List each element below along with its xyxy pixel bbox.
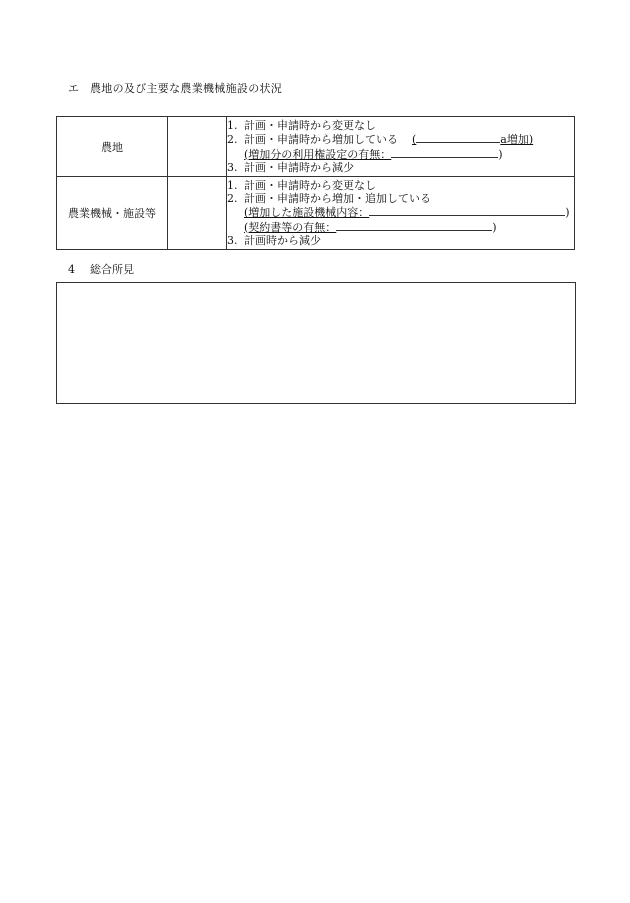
- section-title-text: 農地の及び主要な農業機械施設の状況: [90, 82, 283, 95]
- overall-title-text: 総合所見: [90, 263, 134, 276]
- lease-setting-field[interactable]: (増加分の利用権設定の有無： ): [244, 147, 503, 161]
- area-unit-label: a増加): [500, 133, 534, 147]
- section-title: [68, 80, 282, 96]
- area-increase-field[interactable]: [416, 132, 500, 143]
- input-cell-machinery[interactable]: [168, 177, 227, 250]
- input-cell-farmland[interactable]: [168, 117, 227, 177]
- option-decreased[interactable]: 3. 計画時から減少: [227, 233, 321, 247]
- status-table: [56, 116, 575, 250]
- area-open-paren: (: [412, 133, 417, 147]
- table-row-machinery: [57, 177, 575, 250]
- option-unchanged[interactable]: 1. 計画・申請時から変更なし: [227, 178, 376, 192]
- overall-number: 4: [68, 263, 75, 276]
- option-increased[interactable]: 2. 計画・申請時から増加している ( a増加): [227, 133, 534, 147]
- category-farmland: 農地: [57, 117, 168, 177]
- overall-title: [68, 261, 134, 277]
- option-unchanged[interactable]: 1. 計画・申請時から変更なし: [227, 119, 376, 133]
- added-equipment-field[interactable]: (増加した施設機械内容： ): [244, 206, 570, 220]
- table-row-farmland: [57, 117, 575, 177]
- overall-comments-box[interactable]: [56, 282, 576, 404]
- option-decreased[interactable]: 3. 計画・申請時から減少: [227, 160, 354, 174]
- category-machinery: 農業機械・施設等: [57, 177, 168, 250]
- contract-field[interactable]: (契約書等の有無： ): [244, 220, 497, 234]
- section-marker: エ: [68, 82, 80, 95]
- option-increased-added[interactable]: 2. 計画・申請時から増加・追加している: [227, 192, 431, 206]
- options-farmland: [227, 117, 575, 177]
- options-machinery: [227, 177, 575, 250]
